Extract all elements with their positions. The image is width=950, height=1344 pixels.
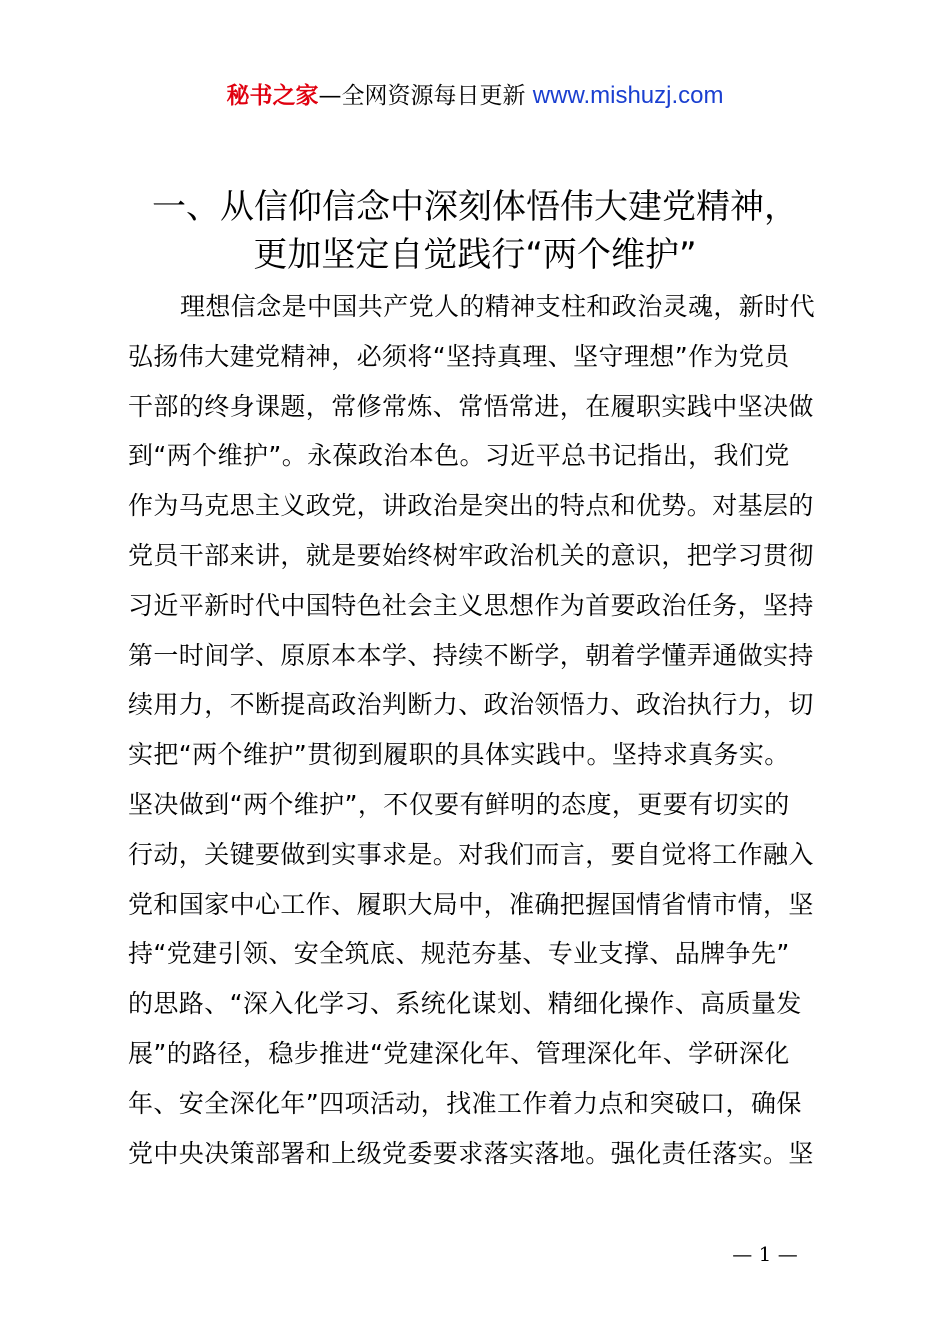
text-line: 习近平新时代中国特色社会主义思想作为首要政治任务，坚持 [128,590,814,620]
text-line: 党员干部来讲，就是要始终树牢政治机关的意识，把学习贯彻 [128,540,814,570]
heading-line: 一、从信仰信念中深刻体悟伟大建党精神， [152,187,798,227]
page-number: — 1 — [732,1242,798,1266]
text-line: 年、安全深化年”四项活动，找准工作着力点和突破口，确保 [128,1088,802,1118]
text-line: 持“党建引领、安全筑底、规范夯基、专业支撑、品牌争先” [128,939,790,969]
header-tagline: —全网资源每日更新 [318,83,526,109]
document-header [0,80,950,112]
text-line: 第一时间学、原原本本学、持续不断学，朝着学懂弄通做实持 [128,640,814,670]
text-line: 续用力，不断提高政治判断力、政治领悟力、政治执行力，切 [128,690,814,720]
body-paragraph [128,282,833,1178]
text-line: 党中央决策部署和上级党委要求落实落地。强化责任落实。坚 [128,1138,814,1168]
brand-name: 秘书之家 [226,83,319,109]
text-line: 的思路、“深入化学习、系统化谋划、精细化操作、高质量发 [128,989,802,1019]
website-link[interactable]: www.mishuzj.com [532,82,724,109]
text-line: 坚决做到“两个维护”，不仅要有鲜明的态度，更要有切实的 [128,789,790,819]
text-line: 展”的路径，稳步推进“党建深化年、管理深化年、学研深化 [128,1038,790,1068]
section-heading [0,183,950,279]
text-line: 行动，关键要做到实事求是。对我们而言，要自觉将工作融入 [128,839,814,869]
text-line: 党和国家中心工作、履职大局中，准确把握国情省情市情，坚 [128,889,814,919]
text-line: 作为马克思主义政党，讲政治是突出的特点和优势。对基层的 [128,491,814,521]
text-line: 干部的终身课题，常修常炼、常悟常进，在履职实践中坚决做 [128,391,814,421]
text-line: 弘扬伟大建党精神，必须将“坚持真理、坚守理想”作为党员 [128,341,790,371]
text-line: 理想信念是中国共产党人的精神支柱和政治灵魂，新时代 [180,292,816,321]
text-line: 实把“两个维护”贯彻到履职的具体实践中。坚持求真务实。 [128,740,790,770]
heading-line: 更加坚定自觉践行“两个维护” [253,235,697,275]
text-line: 到“两个维护”。永葆政治本色。习近平总书记指出，我们党 [128,441,790,471]
